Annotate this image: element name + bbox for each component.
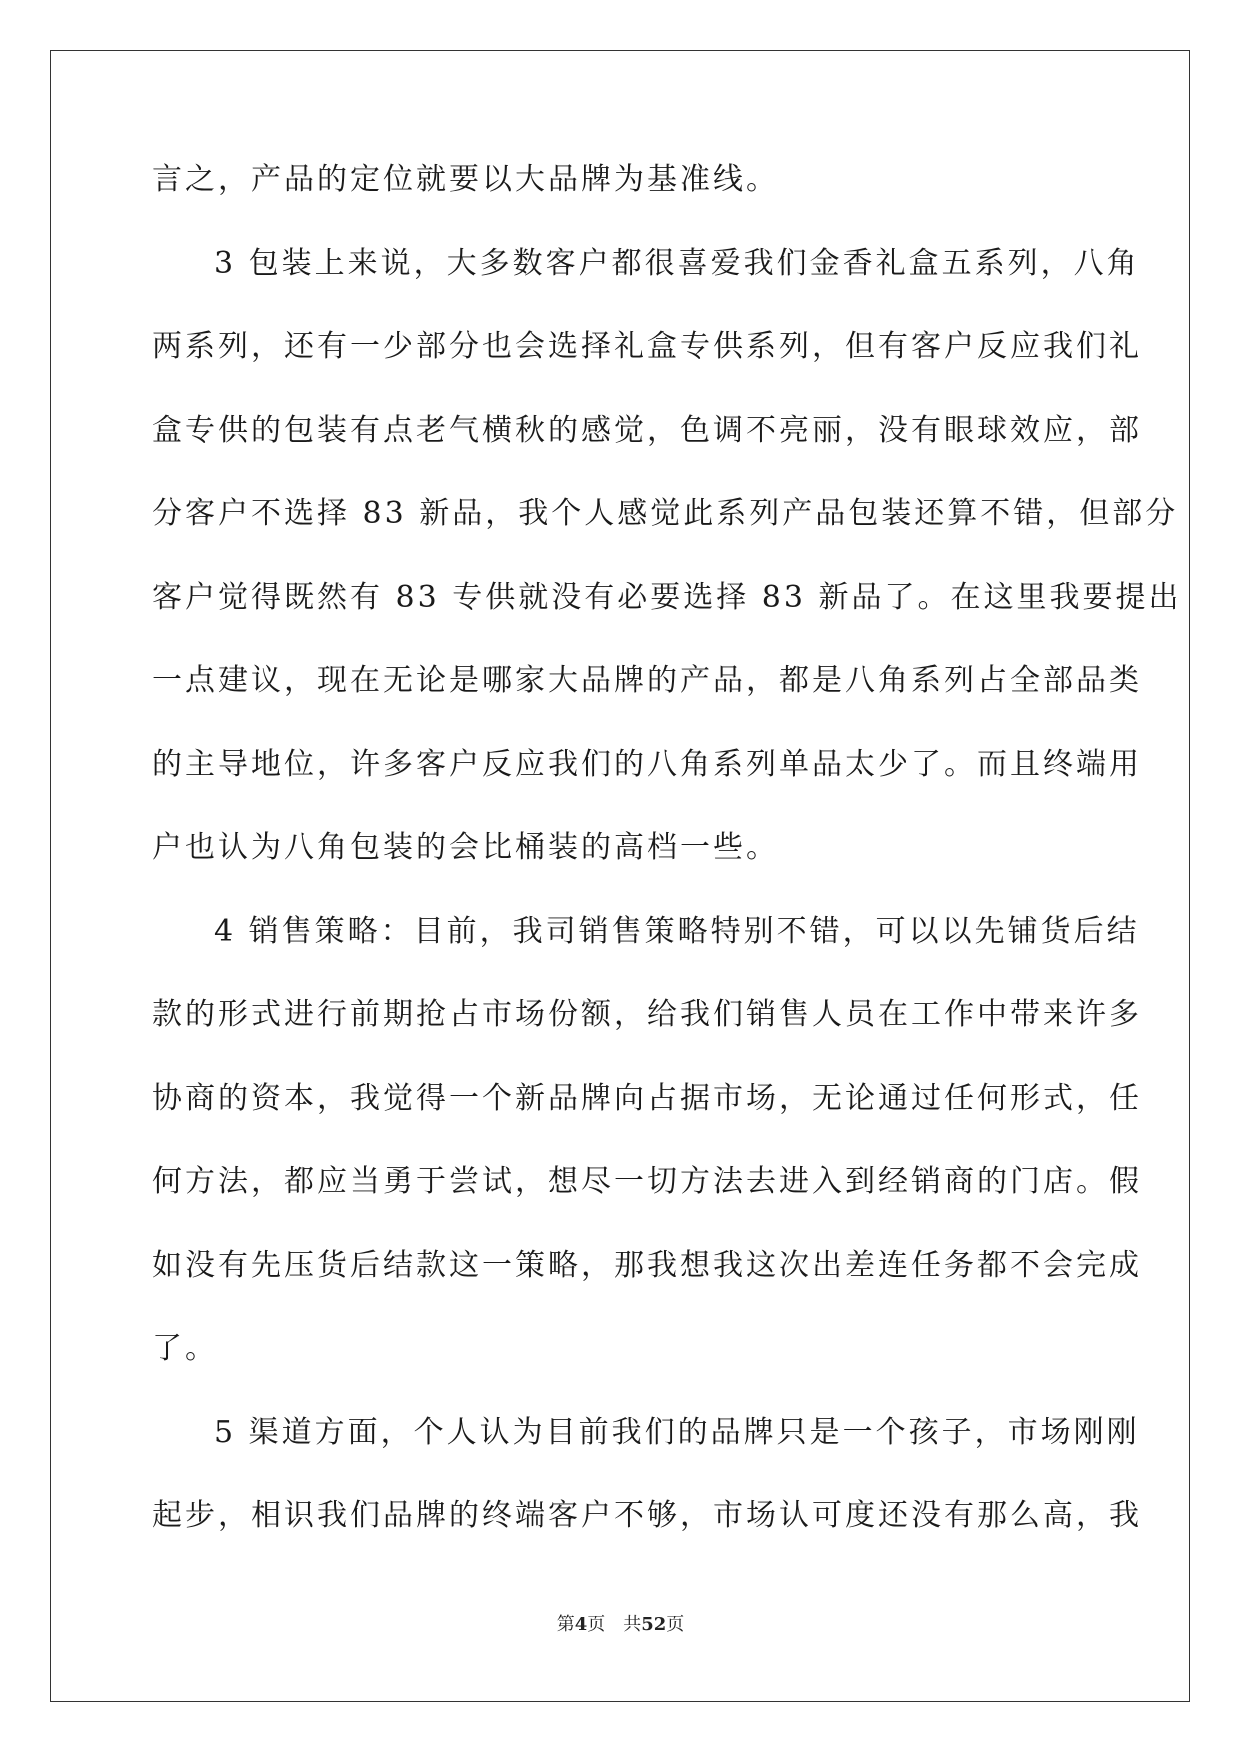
- text-line-6: 客户觉得既然有 83 专供就没有必要选择 83 新品了。在这里我要提出: [152, 579, 1182, 615]
- text-line-12: 协商的资本，我觉得一个新品牌向占据市场，无论通过任何形式，任: [152, 1080, 1142, 1116]
- text-line-3: 两系列，还有一少部分也会选择礼盒专供系列，但有客户反应我们礼: [152, 329, 1142, 364]
- page-footer: [0, 1610, 1241, 1636]
- footer-page-suffix: 页: [587, 1614, 606, 1635]
- document-body: [152, 160, 1182, 1580]
- footer-prefix: 第: [556, 1614, 575, 1635]
- footer-total-prefix: 共: [623, 1614, 642, 1635]
- text-line-15: 了。: [152, 1331, 218, 1366]
- total-pages: 52: [641, 1614, 667, 1635]
- text-line-16: 5 渠道方面，个人认为目前我们的品牌只是一个孩子，市场刚刚: [214, 1414, 1140, 1450]
- text-line-1: 言之，产品的定位就要以大品牌为基准线。: [152, 162, 779, 197]
- text-line-11: 款的形式进行前期抢占市场份额，给我们销售人员在工作中带来许多: [152, 997, 1142, 1032]
- text-line-4: 盒专供的包装有点老气横秋的感觉，色调不亮丽，没有眼球效应，部: [152, 412, 1142, 448]
- text-line-5: 分客户不选择 83 新品，我个人感觉此系列产品包装还算不错，但部分: [152, 496, 1179, 531]
- footer-total-suffix: 页: [666, 1614, 685, 1635]
- text-line-2: 3 包装上来说，大多数客户都很喜爱我们金香礼盒五系列，八角: [214, 245, 1140, 281]
- text-line-17: 起步，相识我们品牌的终端客户不够，市场认可度还没有那么高，我: [152, 1498, 1142, 1533]
- text-line-9: 户也认为八角包装的会比桶装的高档一些。: [152, 830, 779, 865]
- text-line-10: 4 销售策略：目前，我司销售策略特别不错，可以以先铺货后结: [214, 913, 1140, 949]
- text-line-8: 的主导地位，许多客户反应我们的八角系列单品太少了。而且终端用: [152, 746, 1142, 782]
- text-line-14: 如没有先压货后结款这一策略，那我想我这次出差连任务都不会完成: [152, 1247, 1142, 1283]
- text-line-13: 何方法，都应当勇于尝试，想尽一切方法去进入到经销商的门店。假: [152, 1164, 1142, 1199]
- text-line-7: 一点建议，现在无论是哪家大品牌的产品，都是八角系列占全部品类: [152, 663, 1142, 698]
- page-number: 4: [574, 1614, 588, 1635]
